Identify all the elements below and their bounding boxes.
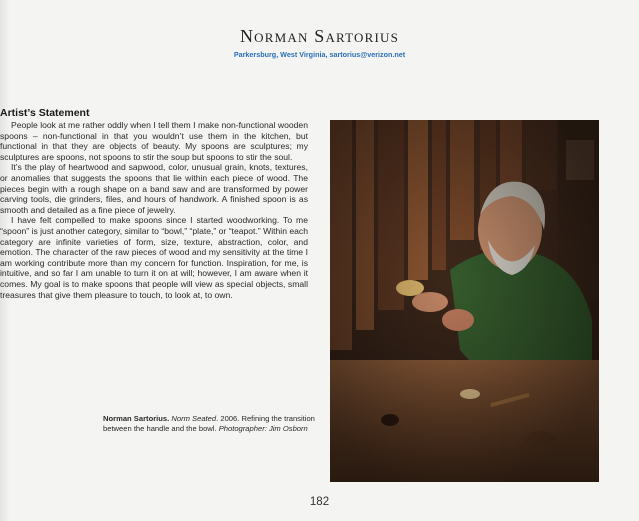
- artist-statement: [0, 120, 308, 300]
- artist-contact: Parkersburg, West Virginia, sartorius@verizon.net: [233, 50, 406, 59]
- statement-paragraph: People look at me rather oddly when I tell them I make non-functional wooden spoons – non-functional in that you wouldn’t use them in the kitchen, but functional in that they are objects of beauty. My spoons are sculptures; my sculptures are spoons, not spoons to stir the soup but spoons to stir the soul.: [0, 120, 308, 162]
- photo-caption: [103, 414, 317, 434]
- caption-photographer: Photographer: Jim Osborn: [218, 424, 308, 433]
- statement-paragraph: It’s the play of heartwood and sapwood, color, unusual grain, knots, textures, or anomalies that suggests the spoons that lie within each piece of wood. The pieces begin with a rough shape on a band saw and are transformed by power carving tools, die grinders, files, and hours of handwork. A finished spoon is as smooth and detailed as a fine piece of jewelry.: [0, 162, 308, 215]
- caption-artist: Norman Sartorius.: [103, 414, 170, 423]
- caption-title: Norm Seated: [171, 414, 217, 423]
- artist-photo: [330, 120, 599, 482]
- page-number: 182: [309, 496, 330, 508]
- caption-description: . 2006. Refining the transition between the handle and the bowl.: [103, 414, 315, 433]
- statement-heading: Artist’s Statement: [0, 107, 90, 119]
- page-title: Norman Sartorius: [239, 26, 400, 46]
- statement-paragraph: I have felt compelled to make spoons since I started woodworking. To me “spoon” is just another category, similar to “bowl,” “plate,” or “teapot.” Within each category are infinite varieties of form, size, texture, abstraction, color, and emotion. The character of the raw pieces of wood and my sensitivity at the time I am working contribute more than my concern for function. Inspiration, for me, is intuitive, and so far I am unable to turn it on at will; however, I am aware when it comes. My goal is to make spoons that people will view as special objects, small treasures that give them pleasure to touch, to look at, to own.: [0, 215, 308, 300]
